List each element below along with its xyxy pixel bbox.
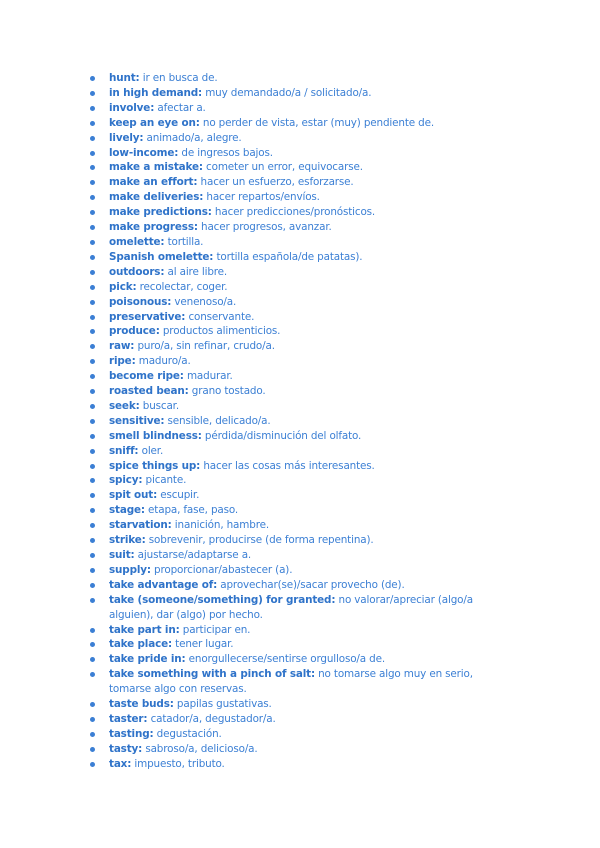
bullet-icon (90, 404, 95, 409)
bullet-icon (90, 374, 95, 379)
vocab-item (90, 101, 510, 116)
vocab-item (90, 280, 510, 295)
vocab-item (90, 131, 510, 146)
vocab-term: ripe: (109, 355, 136, 368)
vocab-item (90, 175, 510, 190)
vocab-definition: recolectar, coger. (136, 280, 228, 293)
vocab-definition: catador/a, degustador/a. (147, 712, 276, 725)
vocab-definition: picante. (142, 474, 187, 487)
vocab-term: spit out: (109, 489, 158, 502)
vocab-definition: tortilla. (164, 235, 204, 248)
vocab-definition: pérdida/disminución del olfato. (201, 429, 362, 442)
vocab-item (90, 727, 510, 742)
vocab-term: preservative: (109, 310, 186, 323)
vocab-definition: sabroso/a, delicioso/a. (142, 742, 258, 755)
vocab-item (90, 503, 510, 518)
bullet-icon (90, 508, 95, 513)
vocab-definition: cometer un error, equivocarse. (202, 161, 363, 174)
vocab-definition: animado/a, alegre. (143, 131, 242, 144)
vocab-item (90, 623, 510, 638)
vocab-definition: oler. (138, 444, 164, 457)
vocab-term: take advantage of: (109, 578, 218, 591)
bullet-icon (90, 136, 95, 141)
vocab-item (90, 667, 510, 697)
bullet-icon (90, 165, 95, 170)
vocab-term: pick: (109, 280, 137, 293)
vocab-item (90, 324, 510, 339)
vocab-definition: hacer repartos/envíos. (203, 191, 320, 204)
vocab-term: produce: (109, 325, 160, 338)
bullet-icon (90, 598, 95, 603)
vocab-item (90, 473, 510, 488)
vocab-definition: no valorar/apreciar (algo/a alguien), dar (algo) por hecho. (109, 593, 473, 621)
vocab-definition: papilas gustativas. (173, 698, 272, 711)
vocab-item (90, 146, 510, 161)
vocab-definition: aprovechar(se)/sacar provecho (de). (217, 578, 405, 591)
vocab-term: take part in: (109, 623, 180, 636)
vocab-term: seek: (109, 399, 140, 412)
vocab-definition: inanición, hambre. (171, 519, 269, 532)
bullet-icon (90, 300, 95, 305)
vocab-definition: no perder de vista, estar (muy) pendiente de. (199, 116, 434, 129)
bullet-icon (90, 568, 95, 573)
bullet-icon (90, 344, 95, 349)
vocab-definition: hacer las cosas más interesantes. (200, 459, 375, 472)
vocab-term: poisonous: (109, 295, 172, 308)
vocab-definition: ir en busca de. (139, 72, 218, 84)
bullet-icon (90, 106, 95, 111)
vocab-term: tasting: (109, 727, 154, 740)
vocab-term: lively: (109, 131, 144, 144)
vocab-term: make progress: (109, 221, 198, 234)
vocab-term: tax: (109, 757, 132, 770)
vocab-item (90, 459, 510, 474)
vocab-item (90, 354, 510, 369)
vocab-definition: productos alimenticios. (159, 325, 281, 338)
vocab-item (90, 444, 510, 459)
vocab-definition: maduro/a. (135, 355, 191, 368)
vocab-term: take pride in: (109, 653, 186, 666)
vocab-item (90, 399, 510, 414)
vocab-term: in high demand: (109, 86, 203, 99)
bullet-icon (90, 151, 95, 156)
bullet-icon (90, 642, 95, 647)
vocab-term: outdoors: (109, 265, 165, 278)
vocab-definition: degustación. (153, 727, 222, 740)
vocab-term: take (someone/something) for granted: (109, 593, 336, 606)
bullet-icon (90, 225, 95, 230)
bullet-icon (90, 657, 95, 662)
bullet-icon (90, 553, 95, 558)
vocab-definition: impuesto, tributo. (131, 757, 225, 770)
bullet-icon (90, 315, 95, 320)
bullet-icon (90, 434, 95, 439)
vocab-definition: al aire libre. (164, 265, 228, 278)
bullet-icon (90, 285, 95, 290)
vocab-term: sensitive: (109, 414, 165, 427)
bullet-icon (90, 628, 95, 633)
vocab-definition: hacer predicciones/pronósticos. (211, 206, 376, 219)
bullet-icon (90, 762, 95, 767)
bullet-icon (90, 210, 95, 215)
vocab-term: hunt: (109, 72, 140, 84)
bullet-icon (90, 91, 95, 96)
vocab-item (90, 548, 510, 563)
vocab-definition: hacer un esfuerzo, esforzarse. (197, 176, 354, 189)
vocab-term: stage: (109, 504, 145, 517)
vocab-item (90, 310, 510, 325)
bullet-icon (90, 464, 95, 469)
vocab-item (90, 742, 510, 757)
bullet-icon (90, 478, 95, 483)
vocab-item (90, 712, 510, 727)
bullet-icon (90, 672, 95, 677)
vocab-item (90, 369, 510, 384)
bullet-icon (90, 419, 95, 424)
vocab-item (90, 637, 510, 652)
vocab-definition: enorgullecerse/sentirse orgulloso/a de. (185, 653, 385, 666)
vocabulary-list (90, 71, 510, 772)
vocab-item (90, 116, 510, 131)
vocab-item (90, 235, 510, 250)
vocab-term: spice things up: (109, 459, 201, 472)
bullet-icon (90, 255, 95, 260)
vocab-definition: hacer progresos, avanzar. (197, 221, 332, 234)
vocab-item (90, 160, 510, 175)
vocab-term: make deliveries: (109, 191, 204, 204)
vocab-item (90, 339, 510, 354)
bullet-icon (90, 702, 95, 707)
vocab-item (90, 757, 510, 772)
vocab-item (90, 220, 510, 235)
bullet-icon (90, 538, 95, 543)
vocab-item (90, 578, 510, 593)
bullet-icon (90, 732, 95, 737)
bullet-icon (90, 449, 95, 454)
vocab-term: involve: (109, 101, 155, 114)
vocab-definition: proporcionar/abastecer (a). (150, 563, 293, 576)
vocab-item (90, 593, 510, 623)
vocab-definition: participar en. (179, 623, 251, 636)
vocab-definition: conservante. (185, 310, 255, 323)
vocab-item (90, 518, 510, 533)
bullet-icon (90, 717, 95, 722)
vocab-item (90, 71, 510, 86)
vocab-term: take something with a pinch of salt: (109, 668, 315, 681)
vocab-term: smell blindness: (109, 429, 202, 442)
bullet-icon (90, 121, 95, 126)
vocab-item (90, 429, 510, 444)
bullet-icon (90, 389, 95, 394)
vocab-item (90, 414, 510, 429)
bullet-icon (90, 329, 95, 334)
vocab-term: take place: (109, 638, 172, 651)
vocab-term: keep an eye on: (109, 116, 200, 129)
vocab-definition: buscar. (139, 399, 180, 412)
bullet-icon (90, 523, 95, 528)
bullet-icon (90, 270, 95, 275)
vocab-term: supply: (109, 563, 151, 576)
vocab-definition: sobrevenir, producirse (de forma repentina). (145, 534, 374, 547)
vocab-term: make predictions: (109, 206, 212, 219)
vocab-term: omelette: (109, 235, 165, 248)
vocab-item (90, 533, 510, 548)
vocab-term: roasted bean: (109, 385, 189, 398)
vocab-item (90, 697, 510, 712)
vocab-item (90, 563, 510, 578)
vocab-term: taster: (109, 712, 148, 725)
vocab-term: starvation: (109, 519, 172, 532)
vocab-definition: muy demandado/a / solicitado/a. (202, 86, 372, 99)
vocab-definition: tener lugar. (172, 638, 234, 651)
vocab-item (90, 205, 510, 220)
vocab-term: Spanish omelette: (109, 250, 214, 263)
vocab-term: make an effort: (109, 176, 198, 189)
vocab-term: make a mistake: (109, 161, 203, 174)
vocab-definition: madurar. (183, 370, 233, 383)
vocab-item (90, 488, 510, 503)
bullet-icon (90, 76, 95, 81)
vocab-definition: de ingresos bajos. (178, 146, 273, 159)
vocab-definition: tortilla española/de patatas). (213, 250, 363, 263)
bullet-icon (90, 747, 95, 752)
bullet-icon (90, 195, 95, 200)
vocab-term: tasty: (109, 742, 143, 755)
vocab-item (90, 295, 510, 310)
vocab-definition: escupir. (157, 489, 200, 502)
vocab-term: strike: (109, 534, 146, 547)
vocab-term: sniff: (109, 444, 139, 457)
vocab-term: low-income: (109, 146, 179, 159)
vocab-definition: ajustarse/adaptarse a. (134, 549, 252, 561)
vocab-term: taste buds: (109, 698, 174, 711)
vocab-item (90, 86, 510, 101)
vocab-term: become ripe: (109, 370, 184, 383)
vocab-definition: afectar a. (154, 101, 206, 114)
vocab-term: raw: (109, 340, 135, 353)
vocab-definition: sensible, delicado/a. (164, 414, 271, 427)
bullet-icon (90, 493, 95, 498)
vocab-definition: grano tostado. (188, 385, 266, 398)
vocab-item (90, 384, 510, 399)
bullet-icon (90, 359, 95, 364)
vocab-definition: etapa, fase, paso. (144, 504, 239, 517)
bullet-icon (90, 180, 95, 185)
vocab-definition: venenoso/a. (171, 295, 237, 308)
bullet-icon (90, 240, 95, 245)
vocab-term: spicy: (109, 474, 143, 487)
vocab-item (90, 250, 510, 265)
vocab-item (90, 652, 510, 667)
vocab-item (90, 265, 510, 280)
vocab-definition: no tomarse algo muy en serio, tomarse algo con reservas. (109, 668, 473, 696)
vocab-term: suit: (109, 549, 135, 561)
vocab-definition: puro/a, sin refinar, crudo/a. (134, 340, 275, 353)
bullet-icon (90, 583, 95, 588)
vocab-item (90, 190, 510, 205)
